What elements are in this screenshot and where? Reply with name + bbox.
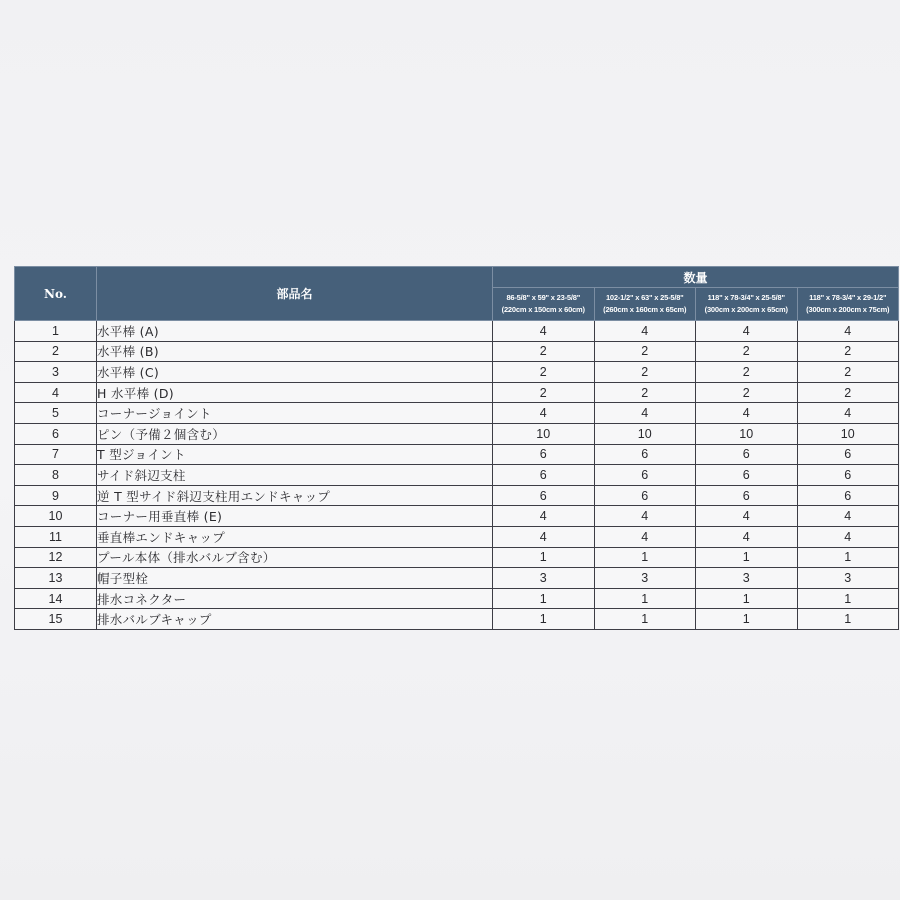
quantity-cell-size-1: 1 xyxy=(493,547,595,568)
header-size-2 xyxy=(594,288,696,321)
quantity-cell-size-1: 2 xyxy=(493,362,595,383)
table-row xyxy=(15,444,899,465)
quantity-cell-size-4: 2 xyxy=(797,341,899,362)
table-header xyxy=(15,267,899,321)
quantity-cell-size-3: 1 xyxy=(696,547,798,568)
part-name-cell: 水平棒 (C) xyxy=(97,362,493,383)
quantity-cell-size-3: 6 xyxy=(696,444,798,465)
quantity-cell-size-1: 1 xyxy=(493,588,595,609)
part-number-cell: 1 xyxy=(15,321,97,342)
quantity-cell-size-2: 4 xyxy=(594,403,696,424)
part-number-cell: 4 xyxy=(15,382,97,403)
quantity-cell-size-1: 4 xyxy=(493,321,595,342)
part-number-cell: 14 xyxy=(15,588,97,609)
table-row xyxy=(15,382,899,403)
quantity-cell-size-2: 2 xyxy=(594,341,696,362)
part-name-cell: サイド斜辺支柱 xyxy=(97,465,493,486)
quantity-cell-size-3: 1 xyxy=(696,588,798,609)
quantity-cell-size-3: 2 xyxy=(696,362,798,383)
table-row xyxy=(15,547,899,568)
quantity-cell-size-2: 4 xyxy=(594,321,696,342)
quantity-cell-size-2: 1 xyxy=(594,588,696,609)
table-row xyxy=(15,506,899,527)
header-no: No. xyxy=(15,267,97,321)
table-row xyxy=(15,362,899,383)
part-name-cell: コーナー用垂直棒 (E) xyxy=(97,506,493,527)
header-size-4-inches: 118" x 78-3/4" x 29-1/2" xyxy=(809,293,887,302)
quantity-cell-size-2: 3 xyxy=(594,568,696,589)
table-body xyxy=(15,321,899,630)
part-number-cell: 11 xyxy=(15,526,97,547)
part-number-cell: 8 xyxy=(15,465,97,486)
part-name-cell: 排水コネクター xyxy=(97,588,493,609)
part-number-cell: 10 xyxy=(15,506,97,527)
part-name-cell: 垂直棒エンドキャップ xyxy=(97,526,493,547)
quantity-cell-size-3: 2 xyxy=(696,382,798,403)
header-size-4-cm: (300cm x 200cm x 75cm) xyxy=(806,305,890,314)
table-row xyxy=(15,609,899,630)
table-row xyxy=(15,341,899,362)
quantity-cell-size-4: 1 xyxy=(797,588,899,609)
quantity-cell-size-2: 4 xyxy=(594,526,696,547)
part-number-cell: 13 xyxy=(15,568,97,589)
quantity-cell-size-1: 1 xyxy=(493,609,595,630)
header-size-1 xyxy=(493,288,595,321)
quantity-cell-size-2: 6 xyxy=(594,485,696,506)
quantity-cell-size-2: 1 xyxy=(594,547,696,568)
quantity-cell-size-1: 6 xyxy=(493,444,595,465)
part-number-cell: 9 xyxy=(15,485,97,506)
quantity-cell-size-1: 6 xyxy=(493,485,595,506)
table-row xyxy=(15,485,899,506)
quantity-cell-size-3: 2 xyxy=(696,341,798,362)
quantity-cell-size-3: 3 xyxy=(696,568,798,589)
header-size-4 xyxy=(797,288,899,321)
header-size-3 xyxy=(696,288,798,321)
quantity-cell-size-1: 2 xyxy=(493,382,595,403)
part-name-cell: プール本体（排水バルブ含む） xyxy=(97,547,493,568)
header-size-1-cm: (220cm x 150cm x 60cm) xyxy=(501,305,585,314)
quantity-cell-size-4: 6 xyxy=(797,444,899,465)
header-quantity: 数量 xyxy=(493,267,899,288)
quantity-cell-size-1: 6 xyxy=(493,465,595,486)
quantity-cell-size-4: 1 xyxy=(797,609,899,630)
table-row xyxy=(15,568,899,589)
header-size-1-inches: 86-5/8" x 59" x 23-5/8" xyxy=(506,293,581,302)
part-number-cell: 5 xyxy=(15,403,97,424)
quantity-cell-size-4: 6 xyxy=(797,465,899,486)
quantity-cell-size-4: 4 xyxy=(797,321,899,342)
quantity-cell-size-3: 1 xyxy=(696,609,798,630)
quantity-cell-size-1: 3 xyxy=(493,568,595,589)
quantity-cell-size-3: 6 xyxy=(696,485,798,506)
quantity-cell-size-3: 4 xyxy=(696,526,798,547)
part-name-cell: 帽子型栓 xyxy=(97,568,493,589)
quantity-cell-size-1: 4 xyxy=(493,403,595,424)
quantity-cell-size-4: 2 xyxy=(797,362,899,383)
header-size-2-inches: 102-1/2" x 63" x 25-5/8" xyxy=(605,293,684,302)
quantity-cell-size-2: 4 xyxy=(594,506,696,527)
quantity-cell-size-1: 4 xyxy=(493,526,595,547)
quantity-cell-size-4: 10 xyxy=(797,423,899,444)
quantity-cell-size-3: 4 xyxy=(696,403,798,424)
part-number-cell: 15 xyxy=(15,609,97,630)
quantity-cell-size-4: 3 xyxy=(797,568,899,589)
quantity-cell-size-2: 10 xyxy=(594,423,696,444)
part-name-cell: コーナージョイント xyxy=(97,403,493,424)
header-size-2-cm: (260cm x 160cm x 65cm) xyxy=(603,305,687,314)
quantity-cell-size-2: 6 xyxy=(594,465,696,486)
quantity-cell-size-4: 4 xyxy=(797,526,899,547)
table-row xyxy=(15,423,899,444)
quantity-cell-size-4: 2 xyxy=(797,382,899,403)
quantity-cell-size-2: 6 xyxy=(594,444,696,465)
quantity-cell-size-1: 2 xyxy=(493,341,595,362)
part-name-cell: 水平棒 (A) xyxy=(97,321,493,342)
quantity-cell-size-4: 1 xyxy=(797,547,899,568)
part-name-cell: 逆 T 型サイド斜辺支柱用エンドキャップ xyxy=(97,485,493,506)
quantity-cell-size-3: 4 xyxy=(696,321,798,342)
header-size-3-inches: 118" x 78-3/4" x 25-5/8" xyxy=(707,293,785,302)
part-number-cell: 6 xyxy=(15,423,97,444)
quantity-cell-size-4: 6 xyxy=(797,485,899,506)
part-number-cell: 12 xyxy=(15,547,97,568)
header-size-3-cm: (300cm x 200cm x 65cm) xyxy=(704,305,788,314)
parts-list-table xyxy=(14,266,899,630)
header-part-name: 部品名 xyxy=(97,267,493,321)
part-name-cell: T 型ジョイント xyxy=(97,444,493,465)
quantity-cell-size-2: 1 xyxy=(594,609,696,630)
table-row xyxy=(15,588,899,609)
part-number-cell: 2 xyxy=(15,341,97,362)
quantity-cell-size-2: 2 xyxy=(594,382,696,403)
quantity-cell-size-3: 4 xyxy=(696,506,798,527)
part-number-cell: 7 xyxy=(15,444,97,465)
quantity-cell-size-1: 4 xyxy=(493,506,595,527)
quantity-cell-size-3: 10 xyxy=(696,423,798,444)
table-row xyxy=(15,403,899,424)
quantity-cell-size-4: 4 xyxy=(797,506,899,527)
quantity-cell-size-4: 4 xyxy=(797,403,899,424)
quantity-cell-size-2: 2 xyxy=(594,362,696,383)
part-name-cell: H 水平棒 (D) xyxy=(97,382,493,403)
part-name-cell: ピン（予備２個含む） xyxy=(97,423,493,444)
table-row xyxy=(15,321,899,342)
part-name-cell: 排水バルブキャップ xyxy=(97,609,493,630)
table-row xyxy=(15,465,899,486)
table-row xyxy=(15,526,899,547)
part-number-cell: 3 xyxy=(15,362,97,383)
quantity-cell-size-1: 10 xyxy=(493,423,595,444)
part-name-cell: 水平棒 (B) xyxy=(97,341,493,362)
quantity-cell-size-3: 6 xyxy=(696,465,798,486)
